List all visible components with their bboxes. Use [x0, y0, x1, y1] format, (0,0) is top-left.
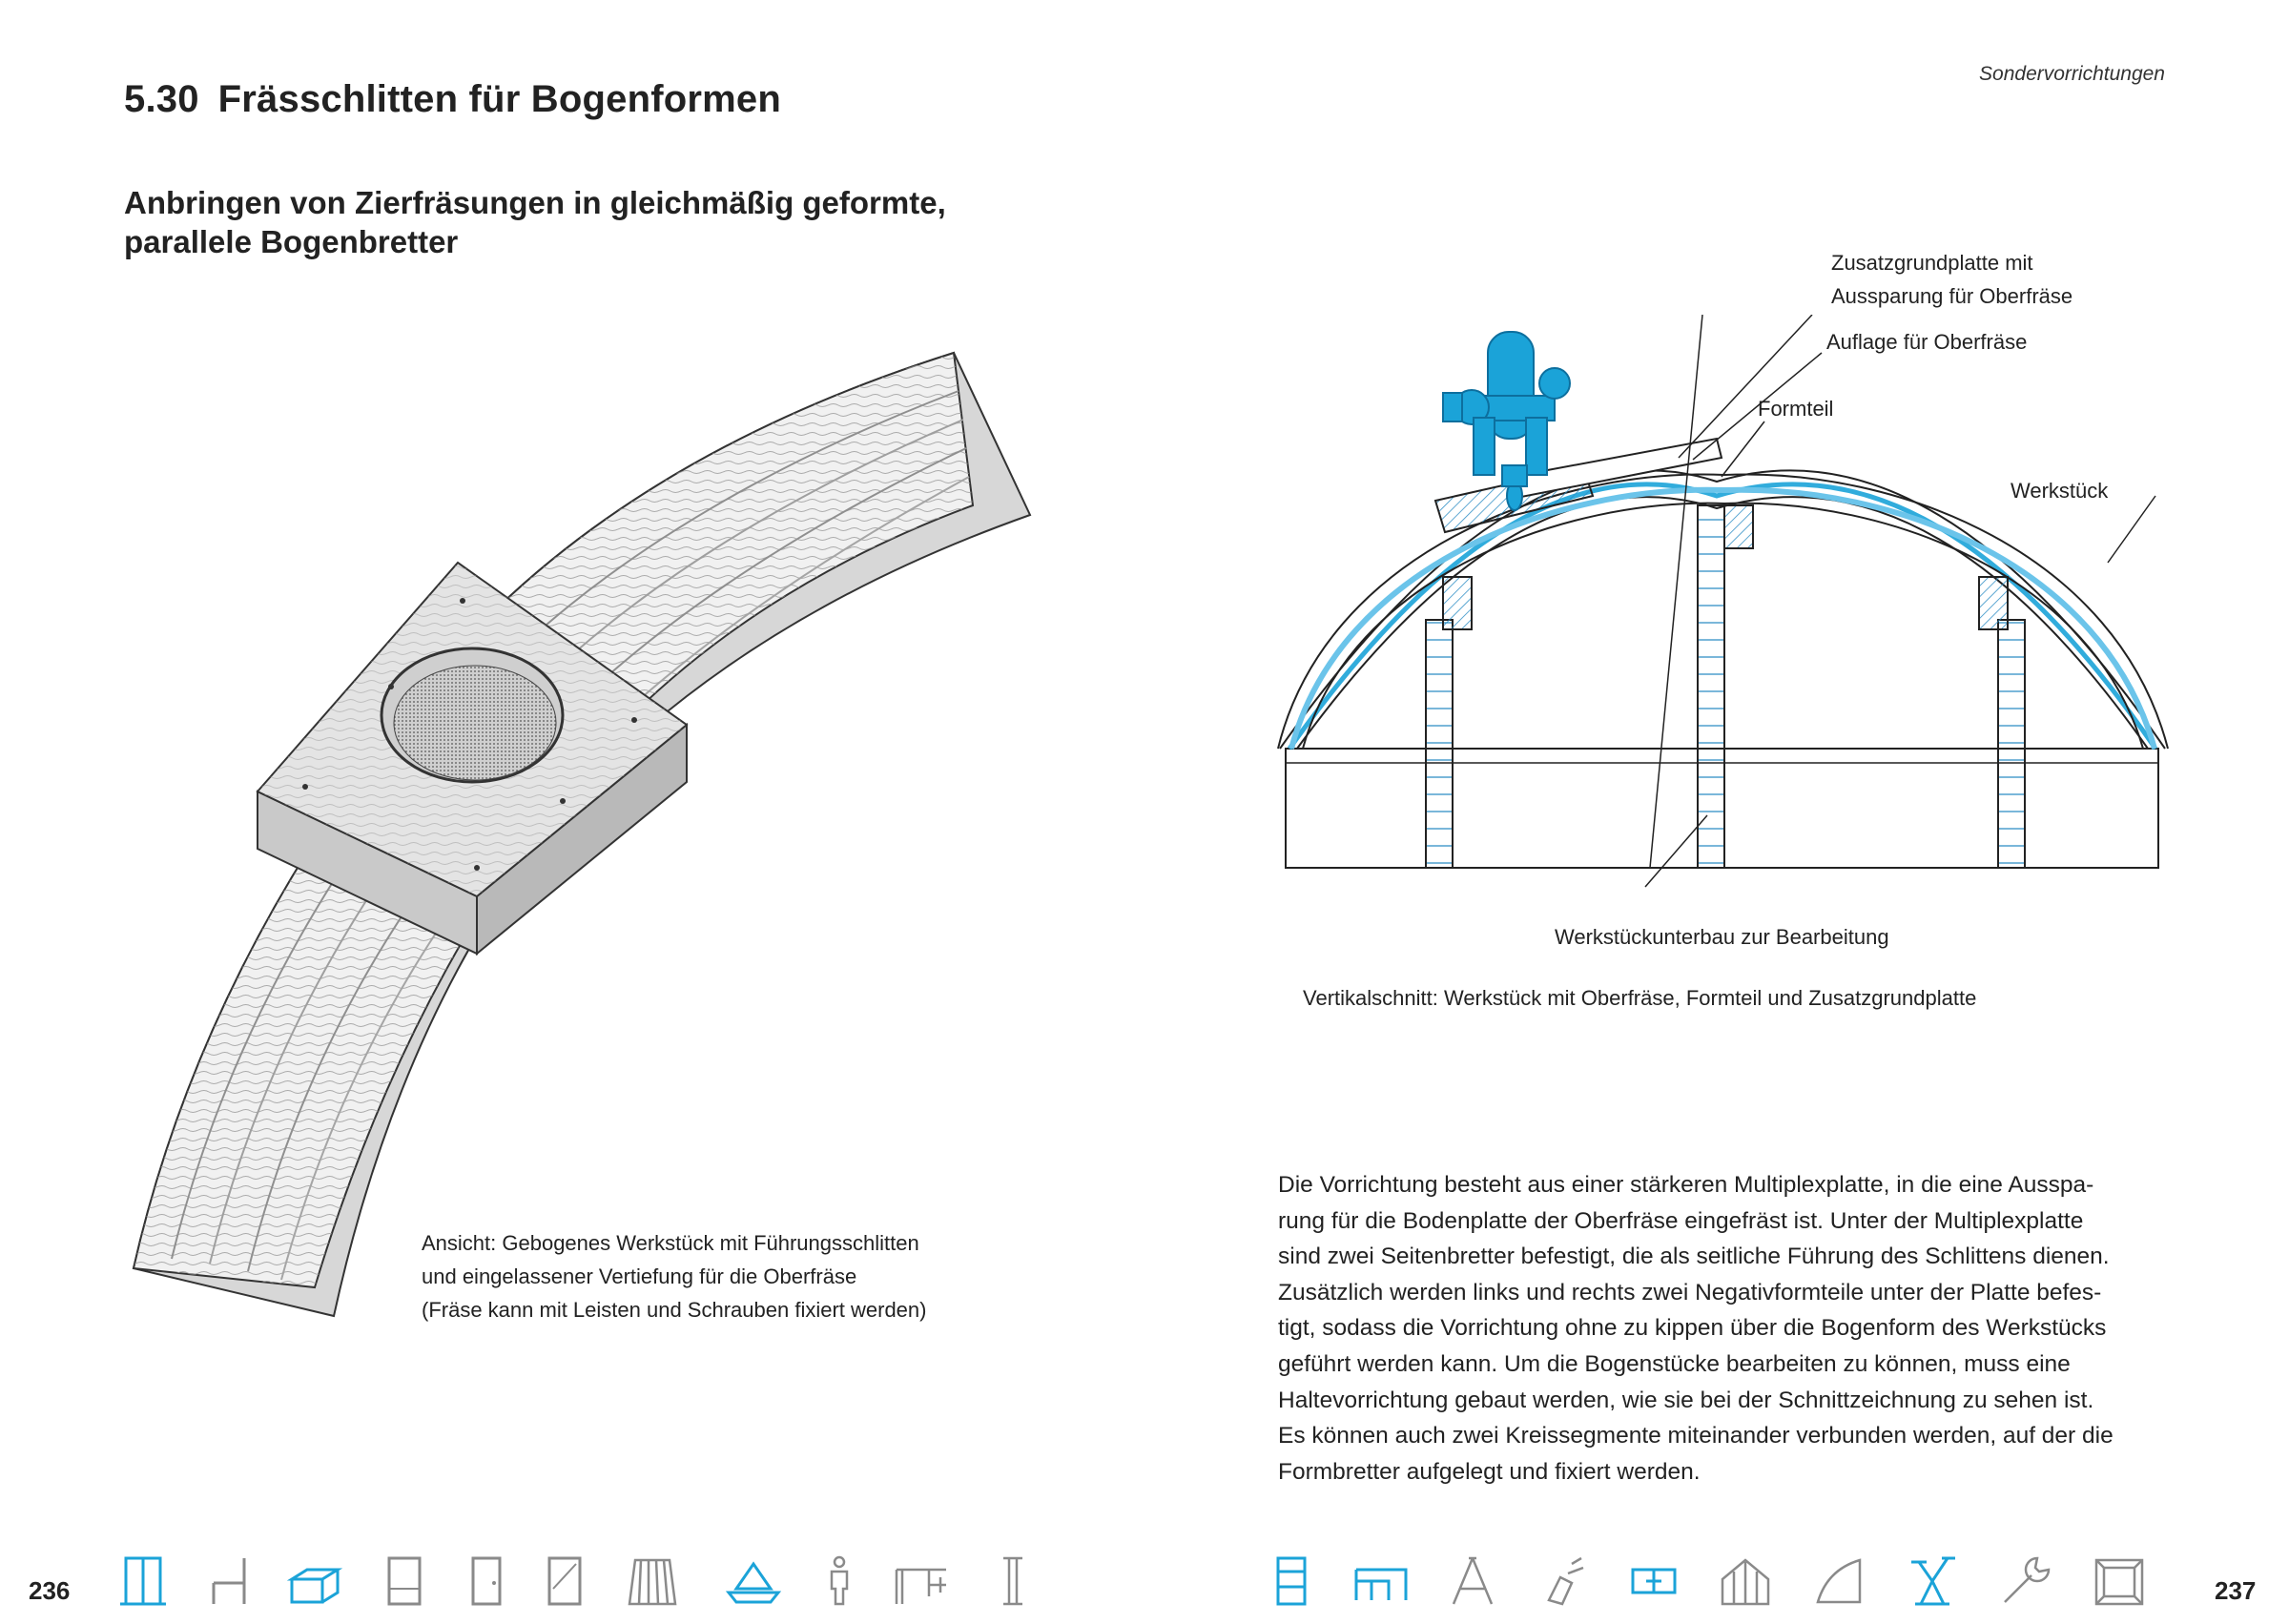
illustration-caption: [422, 1226, 994, 1326]
section-drawing: [1268, 315, 2184, 925]
label-zusatz-line-2: Aussparung für Oberfräse: [1831, 284, 2073, 308]
glass-door-icon[interactable]: [534, 1551, 595, 1612]
curved-workpiece-illustration: [114, 315, 1049, 1345]
label-unterbau: Werkstückunterbau zur Bearbeitung: [1555, 925, 1889, 949]
panel-door-icon[interactable]: [374, 1551, 435, 1612]
body-paragraph: Die Vorrichtung besteht aus einer stärkeren Multiplexplatte, in die eine Ausspa- rung für die Bodenplatte der Oberfräse eingefräst ist. Unter der Multiplexplatte sind zwei Seitenbretter befestigt, die als seitliche Führung des Schlittens dienen. Zusätzlich werden links und rechts zwei Negativformteile unter der Platte befes- tigt, sodass die Vorrichtung ohne zu kippen über die Bogenform des Werkstücks geführt werden kann. Um die Bogenstücke bearbeiten zu können, muss eine Haltevorrichtung gebaut werden, wie sie bei der Schnittzeichnung zu sehen ist. Es können auch zwei Kreissegmente miteinander verbunden werden, auf der die Formbretter aufgelegt und fixiert werden.: [1278, 1172, 2114, 1485]
curved-form-icon[interactable]: [1808, 1551, 1869, 1612]
label-auflage: Auflage für Oberfräse: [1826, 330, 2028, 354]
label-werkstueck: Werkstück: [2011, 479, 2109, 503]
picture-frame-icon[interactable]: [2089, 1551, 2150, 1612]
subtitle-line-2: parallele Bogenbretter: [124, 224, 459, 259]
frame-icon[interactable]: [1623, 1551, 1684, 1612]
easel-icon[interactable]: [1442, 1551, 1503, 1612]
label-zusatzgrundplatte: [1831, 246, 2072, 313]
door-icon[interactable]: [456, 1551, 517, 1612]
box-icon[interactable]: [284, 1551, 345, 1612]
chapter-title-text: Frässchlitten für Bogenformen: [217, 78, 781, 120]
label-zusatz-line-1: Zusatzgrundplatte mit: [1831, 251, 2033, 275]
running-head: Sondervorrichtungen: [1979, 63, 2165, 85]
chapter-number: 5.30: [124, 78, 199, 120]
cabinet-icon[interactable]: [113, 1551, 174, 1612]
boat-icon[interactable]: [723, 1551, 784, 1612]
slatted-panel-icon[interactable]: [622, 1551, 683, 1612]
router-tool-icon[interactable]: [1534, 1551, 1595, 1612]
clamp-icon[interactable]: [891, 1551, 952, 1612]
caption-line-3: (Fräse kann mit Leisten und Schrauben fixiert werden): [422, 1298, 927, 1322]
workbench-icon[interactable]: [1351, 1551, 1412, 1612]
shelf-icon[interactable]: [1261, 1551, 1322, 1612]
column-icon[interactable]: [982, 1551, 1043, 1612]
page-number-left: 236: [29, 1576, 71, 1605]
chapter-title: [124, 78, 781, 121]
label-formteil: Formteil: [1758, 397, 1834, 421]
section-subtitle: [124, 183, 982, 261]
caption-line-1: Ansicht: Gebogenes Werkstück mit Führungsschlitten: [422, 1231, 919, 1255]
house-icon[interactable]: [1715, 1551, 1776, 1612]
caption-line-2: und eingelassener Vertiefung für die Oberfräse: [422, 1264, 857, 1288]
wrench-icon[interactable]: [1995, 1551, 2056, 1612]
figure-icon[interactable]: [809, 1551, 870, 1612]
chair-icon[interactable]: [200, 1551, 261, 1612]
special-jig-icon[interactable]: [1902, 1551, 1963, 1612]
page-number-right: 237: [2215, 1576, 2257, 1605]
figure-caption: Vertikalschnitt: Werkstück mit Oberfräse, Formteil und Zusatzgrundplatte: [1303, 986, 1977, 1010]
subtitle-line-1: Anbringen von Zierfräsungen in gleichmäßig geformte,: [124, 185, 946, 220]
